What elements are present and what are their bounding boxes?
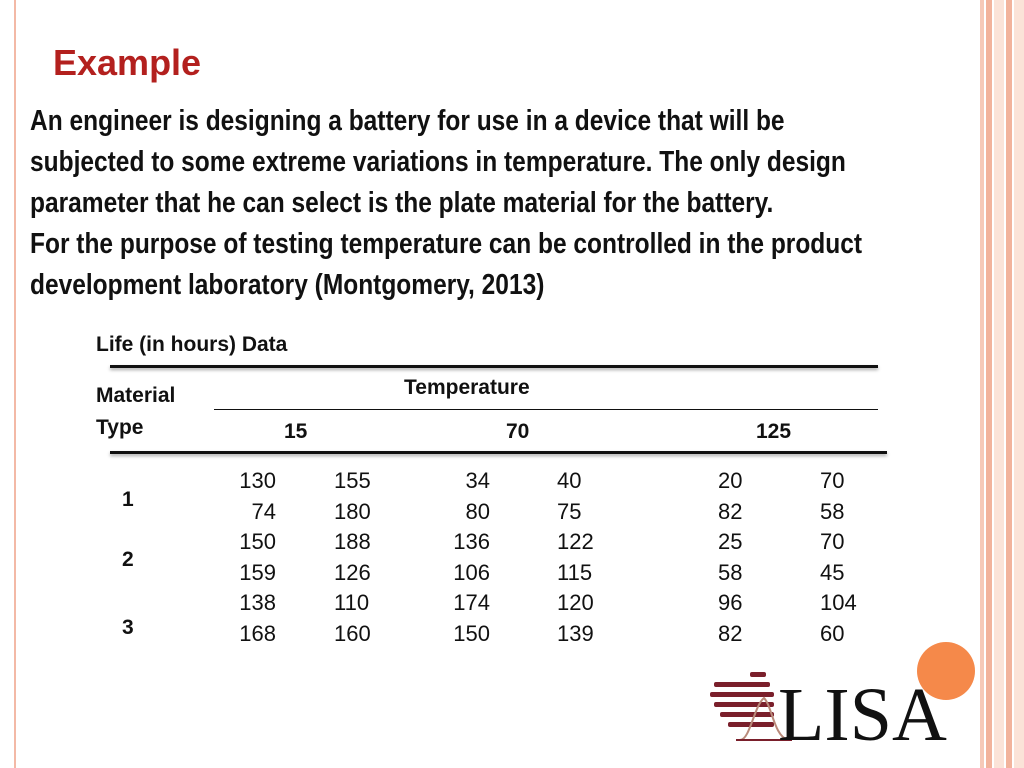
lisa-logo-graphic bbox=[710, 636, 1000, 756]
table-cell: 80 bbox=[465, 499, 490, 524]
table-header-rule bbox=[214, 409, 878, 410]
table-cell: 126 bbox=[334, 560, 371, 585]
table-cell: 82 bbox=[718, 499, 743, 524]
row-header-material: Material bbox=[96, 384, 176, 407]
table-cell: 70 bbox=[820, 468, 845, 493]
table-top-rule bbox=[110, 365, 878, 368]
intro-line: For the purpose of testing temperature can be controlled in the product bbox=[30, 228, 863, 260]
decorative-stripe bbox=[1014, 0, 1024, 768]
table-cell: 82 bbox=[718, 621, 743, 646]
table-cell: 139 bbox=[557, 621, 594, 646]
intro-line: subjected to some extreme variations in temperature. The only design bbox=[30, 146, 846, 178]
table-cell: 115 bbox=[557, 560, 593, 585]
table-cell: 160 bbox=[334, 621, 371, 646]
table-cell: 96 bbox=[718, 590, 743, 615]
slide-title: Example bbox=[53, 42, 202, 83]
table-cell: 159 bbox=[239, 560, 276, 585]
table-cell: 34 bbox=[465, 468, 490, 493]
lisa-logo bbox=[710, 636, 1000, 756]
table-cell: 188 bbox=[334, 529, 371, 554]
column-group-temperature: Temperature bbox=[404, 376, 530, 399]
temperature-header: 70 bbox=[506, 420, 530, 443]
material-label: 2 bbox=[122, 548, 134, 571]
temperature-header: 125 bbox=[756, 420, 792, 443]
table-cell: 174 bbox=[453, 590, 490, 615]
left-border-line bbox=[14, 0, 16, 768]
table-caption: Life (in hours) Data bbox=[96, 333, 288, 356]
table-cell: 45 bbox=[820, 560, 845, 585]
table-cell: 168 bbox=[239, 621, 276, 646]
table-cell: 150 bbox=[239, 529, 276, 554]
table-cell: 20 bbox=[718, 468, 743, 493]
table-cell: 40 bbox=[557, 468, 582, 493]
table-cell: 58 bbox=[820, 499, 845, 524]
table-cell: 106 bbox=[453, 560, 490, 585]
table-cell: 155 bbox=[334, 468, 371, 493]
table-cell: 136 bbox=[453, 529, 490, 554]
intro-line: parameter that he can select is the plate material for the battery. bbox=[30, 187, 774, 219]
table-cell: 70 bbox=[820, 529, 845, 554]
decorative-stripe bbox=[1006, 0, 1012, 768]
intro-line: An engineer is designing a battery for use in a device that will be bbox=[30, 105, 785, 137]
temperature-header: 15 bbox=[284, 420, 308, 443]
table-header-bottom-rule bbox=[110, 451, 887, 454]
material-label: 3 bbox=[122, 616, 134, 639]
table-cell: 120 bbox=[557, 590, 594, 615]
table-cell: 60 bbox=[820, 621, 845, 646]
row-header-type: Type bbox=[96, 416, 144, 439]
table-cell: 150 bbox=[453, 621, 490, 646]
table-cell: 25 bbox=[718, 529, 743, 554]
table-cell: 138 bbox=[239, 590, 276, 615]
table-cell: 180 bbox=[334, 499, 371, 524]
table-cell: 58 bbox=[718, 560, 743, 585]
table-cell: 130 bbox=[239, 468, 276, 493]
table-cell: 75 bbox=[557, 499, 582, 524]
intro-line: development laboratory (Montgomery, 2013) bbox=[30, 269, 545, 301]
table-cell: 104 bbox=[820, 590, 857, 615]
intro-paragraph bbox=[30, 101, 863, 306]
table-cell: 74 bbox=[251, 499, 276, 524]
logo-wordmark: LISA bbox=[778, 673, 947, 756]
material-label: 1 bbox=[122, 488, 134, 511]
table-cell: 110 bbox=[334, 590, 370, 615]
table-cell: 122 bbox=[557, 529, 594, 554]
